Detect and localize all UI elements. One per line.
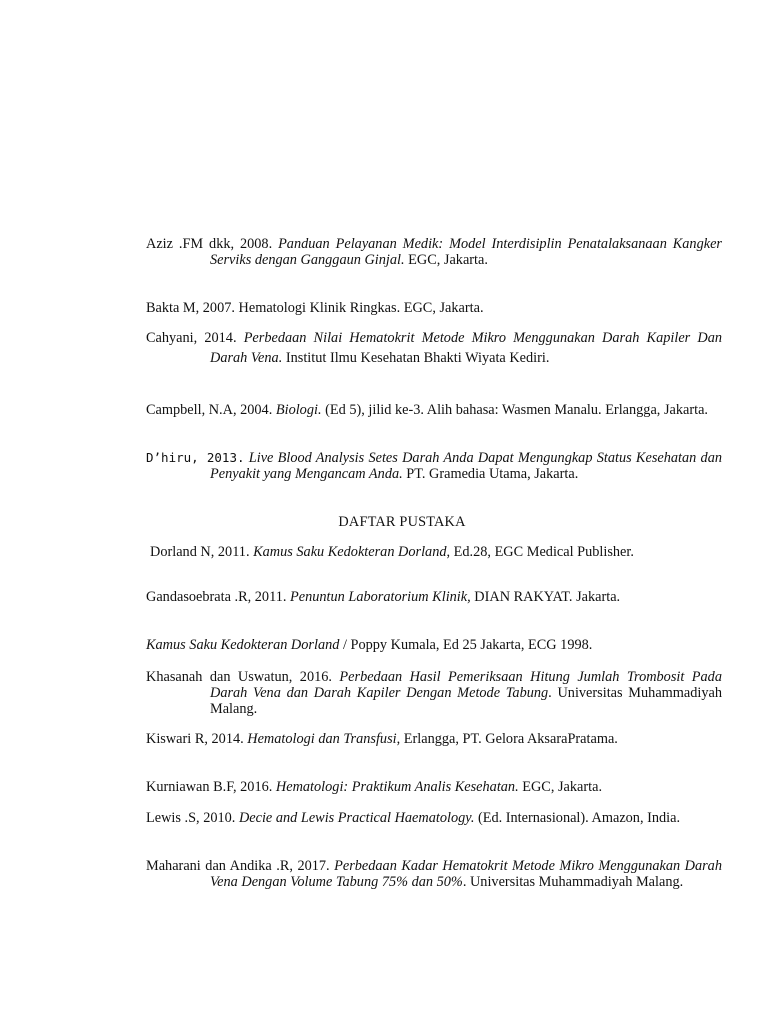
reference-entry: Dorland N, 2011. Kamus Saku Kedokteran Dorland, Ed.28, EGC Medical Publisher. — [150, 544, 634, 560]
reference-entry: Cahyani, 2014. Perbedaan Nilai Hematokrit Metode Mikro Menggunakan Darah Kapiler Dan Darah Vena. Institut Ilmu Kesehatan Bhakti Wiyata Kediri. — [146, 330, 722, 366]
reference-entry: Kurniawan B.F, 2016. Hematologi: Praktikum Analis Kesehatan. EGC, Jakarta. — [146, 779, 603, 795]
reference-entry: D’hiru, 2013. Live Blood Analysis Setes Darah Anda Dapat Mengungkap Status Kesehatan dan Penyakit yang Mengancam Anda. PT. Gramedia Utama, Jakarta. — [146, 450, 722, 482]
reference-entry: Maharani dan Andika .R, 2017. Perbedaan Kadar Hematokrit Metode Mikro Menggunakan Darah Vena Dengan Volume Tabung 75% dan 50%. Universitas Muhammadiyah Malang. — [146, 858, 722, 890]
reference-entry: Bakta M, 2007. Hematologi Klinik Ringkas. EGC, Jakarta. — [146, 300, 484, 316]
reference-entry: Kiswari R, 2014. Hematologi dan Transfusi, Erlangga, PT. Gelora AksaraPratama. — [146, 731, 618, 747]
reference-entry: Kamus Saku Kedokteran Dorland / Poppy Kumala, Ed 25 Jakarta, ECG 1998. — [146, 637, 593, 653]
reference-entry: Gandasoebrata .R, 2011. Penuntun Laboratorium Klinik, DIAN RAKYAT. Jakarta. — [146, 589, 621, 605]
reference-entry: Lewis .S, 2010. Decie and Lewis Practical Haematology. (Ed. Internasional). Amazon, India. — [146, 810, 681, 826]
reference-entry: Campbell, N.A, 2004. Biologi. (Ed 5), jilid ke-3. Alih bahasa: Wasmen Manalu. Erlangga, Jakarta. — [146, 402, 709, 418]
reference-entry: Khasanah dan Uswatun, 2016. Perbedaan Hasil Pemeriksaan Hitung Jumlah Trombosit Pada Darah Vena dan Darah Kapiler Dengan Metode Tabung. Universitas Muhammadiyah Malang. — [146, 669, 723, 717]
reference-entry: Aziz .FM dkk, 2008. Panduan Pelayanan Medik: Model Interdisiplin Penatalaksanaan Kangker Serviks dengan Ganggaun Ginjal. EGC, Jakarta. — [146, 236, 722, 268]
section-heading: DAFTAR PUSTAKA — [338, 514, 466, 530]
